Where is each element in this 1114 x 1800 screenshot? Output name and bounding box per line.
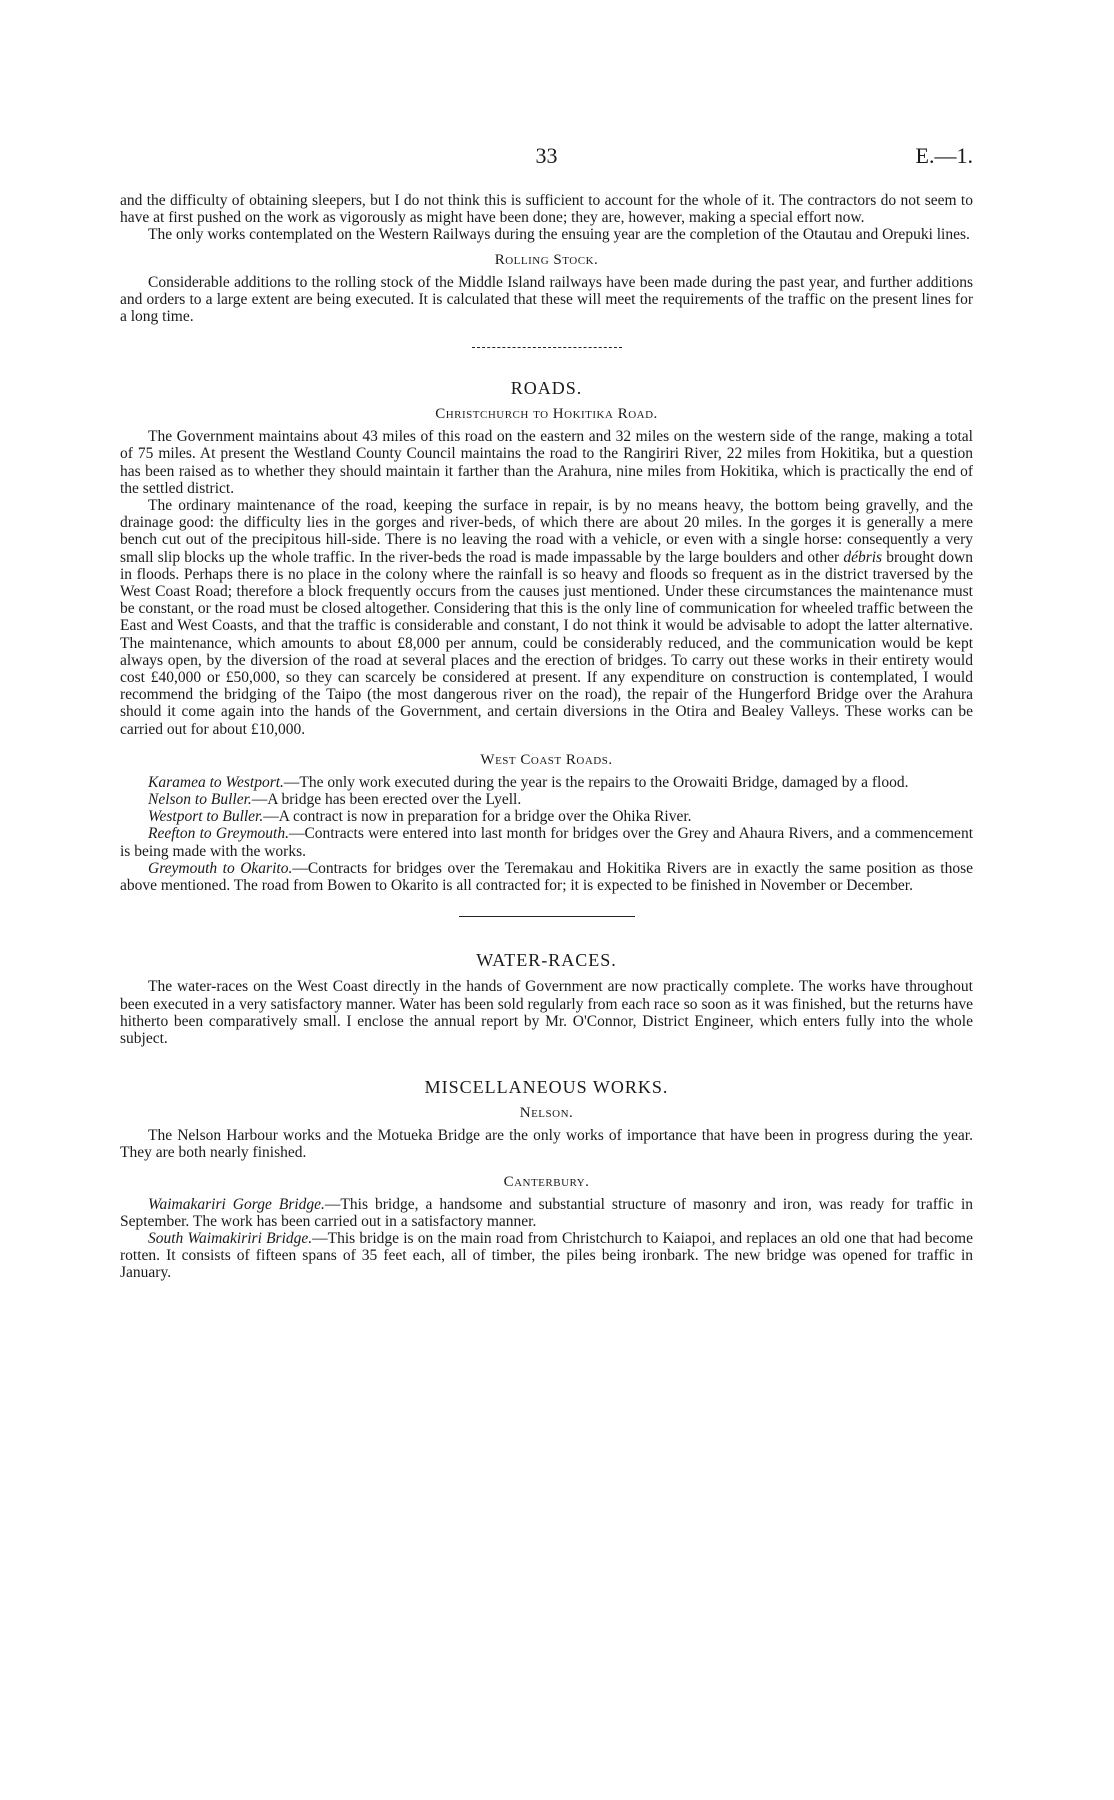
item-text: —Contracts for bridges over the Teremakau and Hokitika Rivers are in exactly the same position as those above mentioned. The road from Bowen to Okarito is all contracted for; it is expected to be finished in November or December. (120, 859, 973, 895)
west-coast-item (120, 808, 973, 825)
document-reference: E.—1. (915, 143, 973, 168)
item-text: —The only work executed during the year is the repairs to the Orowaiti Bridge, damaged by a flood. (283, 773, 909, 791)
canterbury-heading: Canterbury. (503, 1173, 590, 1190)
water-races-paragraph: The water-races on the West Coast directly in the hands of Government are now practically complete. The works have throughout been executed in a very satisfactory manner. Water has been sold regularly from each race so soon as it was finished, but the returns have hitherto been comparatively small. I enclose the annual report by Mr. O'Connor, District Engineer, which enters fully into the whole subject. (120, 978, 973, 1047)
item-label: Greymouth to Okarito. (148, 859, 293, 877)
section-divider (459, 916, 635, 917)
west-coast-item (120, 791, 973, 808)
item-label: Reefton to Greymouth. (148, 825, 289, 843)
debris-term: débris (843, 548, 883, 566)
item-label: Karamea to Westport. (148, 773, 284, 791)
item-label: South Waimakiriri Bridge. (148, 1229, 313, 1247)
water-races-heading: WATER-RACES. (476, 950, 617, 971)
canterbury-item (120, 1230, 973, 1282)
christchurch-road-paragraph-1: The Government maintains about 43 miles of this road on the eastern and 32 miles on the western side of the range, making a total of 75 miles. At present the Westland County Council maintains the road to the Rangiriri River, 22 miles from Hokitika, but a question has been raised as to whether they should maintain it farther than the Arahura, nine miles from Hokitika, which is practically the end of the settled district. (120, 428, 973, 497)
item-label: Waimakariri Gorge Bridge. (148, 1195, 325, 1213)
west-coast-item (120, 825, 973, 859)
item-label: Nelson to Buller. (148, 791, 252, 809)
west-coast-item (120, 860, 973, 894)
rolling-stock-heading: Rolling Stock. (494, 251, 599, 268)
item-text: —A contract is now in preparation for a bridge over the Ohika River. (263, 808, 692, 826)
item-text: —This bridge is on the main road from Christchurch to Kaiapoi, and replaces an old one that had become rotten. It consists of fifteen spans of 35 feet each, all of timber, the piles being ironbark. The new bridge was opened for traffic in January. (120, 1229, 973, 1282)
canterbury-item (120, 1196, 973, 1230)
paragraph-text: The ordinary maintenance of the road, keeping the surface in repair, is by no means heavy, the bottom being gravelly, and the drainage good: the difficulty lies in the gorges and river-beds, of which there are about 20 miles. In the gorges it is generally a mere bench cut out of the precipitous hill-side. There is no leaving the road with a vehicle, or even with a single horse: consequently a very small slip blocks up the whole traffic. In the river-beds the road is made impassable by the large boulders and other (120, 497, 973, 566)
item-text: —Contracts were entered into last month for bridges over the Grey and Ahaura Rivers, and a commencement is being made with the works. (120, 825, 973, 860)
misc-works-heading: MISCELLANEOUS WORKS. (424, 1077, 669, 1098)
intro-paragraph-1: and the difficulty of obtaining sleepers, but I do not think this is sufficient to account for the whole of it. The contractors do not seem to have at first pushed on the work as vigorously as might have been done; they are, however, making a special effort now. (120, 192, 973, 227)
nelson-heading: Nelson. (519, 1105, 574, 1122)
item-text: —This bridge, a handsome and substantial structure of masonry and iron, was ready for traffic in September. The work has been carried out in a satisfactory manner. (120, 1195, 973, 1230)
roads-heading: ROADS. (510, 378, 583, 399)
nelson-paragraph: The Nelson Harbour works and the Motueka Bridge are the only works of importance that have been in progress during the year. They are both nearly finished. (120, 1127, 973, 1162)
paragraph-text: brought down in floods. Perhaps there is no place in the colony where the rainfall is so heavy and floods so frequent as in the district traversed by the West Coast Road; therefore a block frequently occurs from the causes just mentioned. Under these circumstances the maintenance must be constant, or the road must be closed altogether. Considering that this is the only line of communication for wheeled traffic between the East and West Coasts, and that the traffic is considerable and constant, I do not think it would be advisable to adopt the latter alternative. The maintenance, which amounts to about £8,000 per annum, could be considerably reduced, and the communication would be kept always open, by the diversion of the road at several places and the erection of bridges. To carry out these works in their entirety would cost £40,000 or £50,000, so they can scarcely be considered at present. If any expenditure on construction is contemplated, I would recommend the bridging of the Taipo (the most dangerous river on the road), the repair of the Hungerford Bridge over the Arahura should it come again into the hands of the Government, and certain diversions in the Otira and Bealey Valleys. These works can be carried out for about £10,000. (120, 548, 974, 738)
item-label: Westport to Buller. (148, 808, 264, 826)
christchurch-road-heading: Christchurch to Hokitika Road. (435, 406, 658, 423)
christchurch-road-paragraph-2 (120, 497, 973, 738)
west-coast-roads-heading: West Coast Roads. (480, 751, 613, 768)
section-divider (472, 347, 622, 348)
rolling-stock-paragraph: Considerable additions to the rolling stock of the Middle Island railways have been made during the past year, and further additions and orders to a large extent are being executed. It is calculated that these will meet the requirements of the traffic on the present lines for a long time. (120, 273, 973, 326)
document-body (120, 192, 973, 1282)
page-header (120, 143, 973, 173)
page-number: 33 (535, 143, 558, 168)
item-text: —A bridge has been erected over the Lyell. (251, 791, 522, 809)
west-coast-item (120, 774, 973, 791)
intro-paragraph-2: The only works contemplated on the Western Railways during the ensuing year are the completion of the Otautau and Orepuki lines. (148, 226, 970, 244)
